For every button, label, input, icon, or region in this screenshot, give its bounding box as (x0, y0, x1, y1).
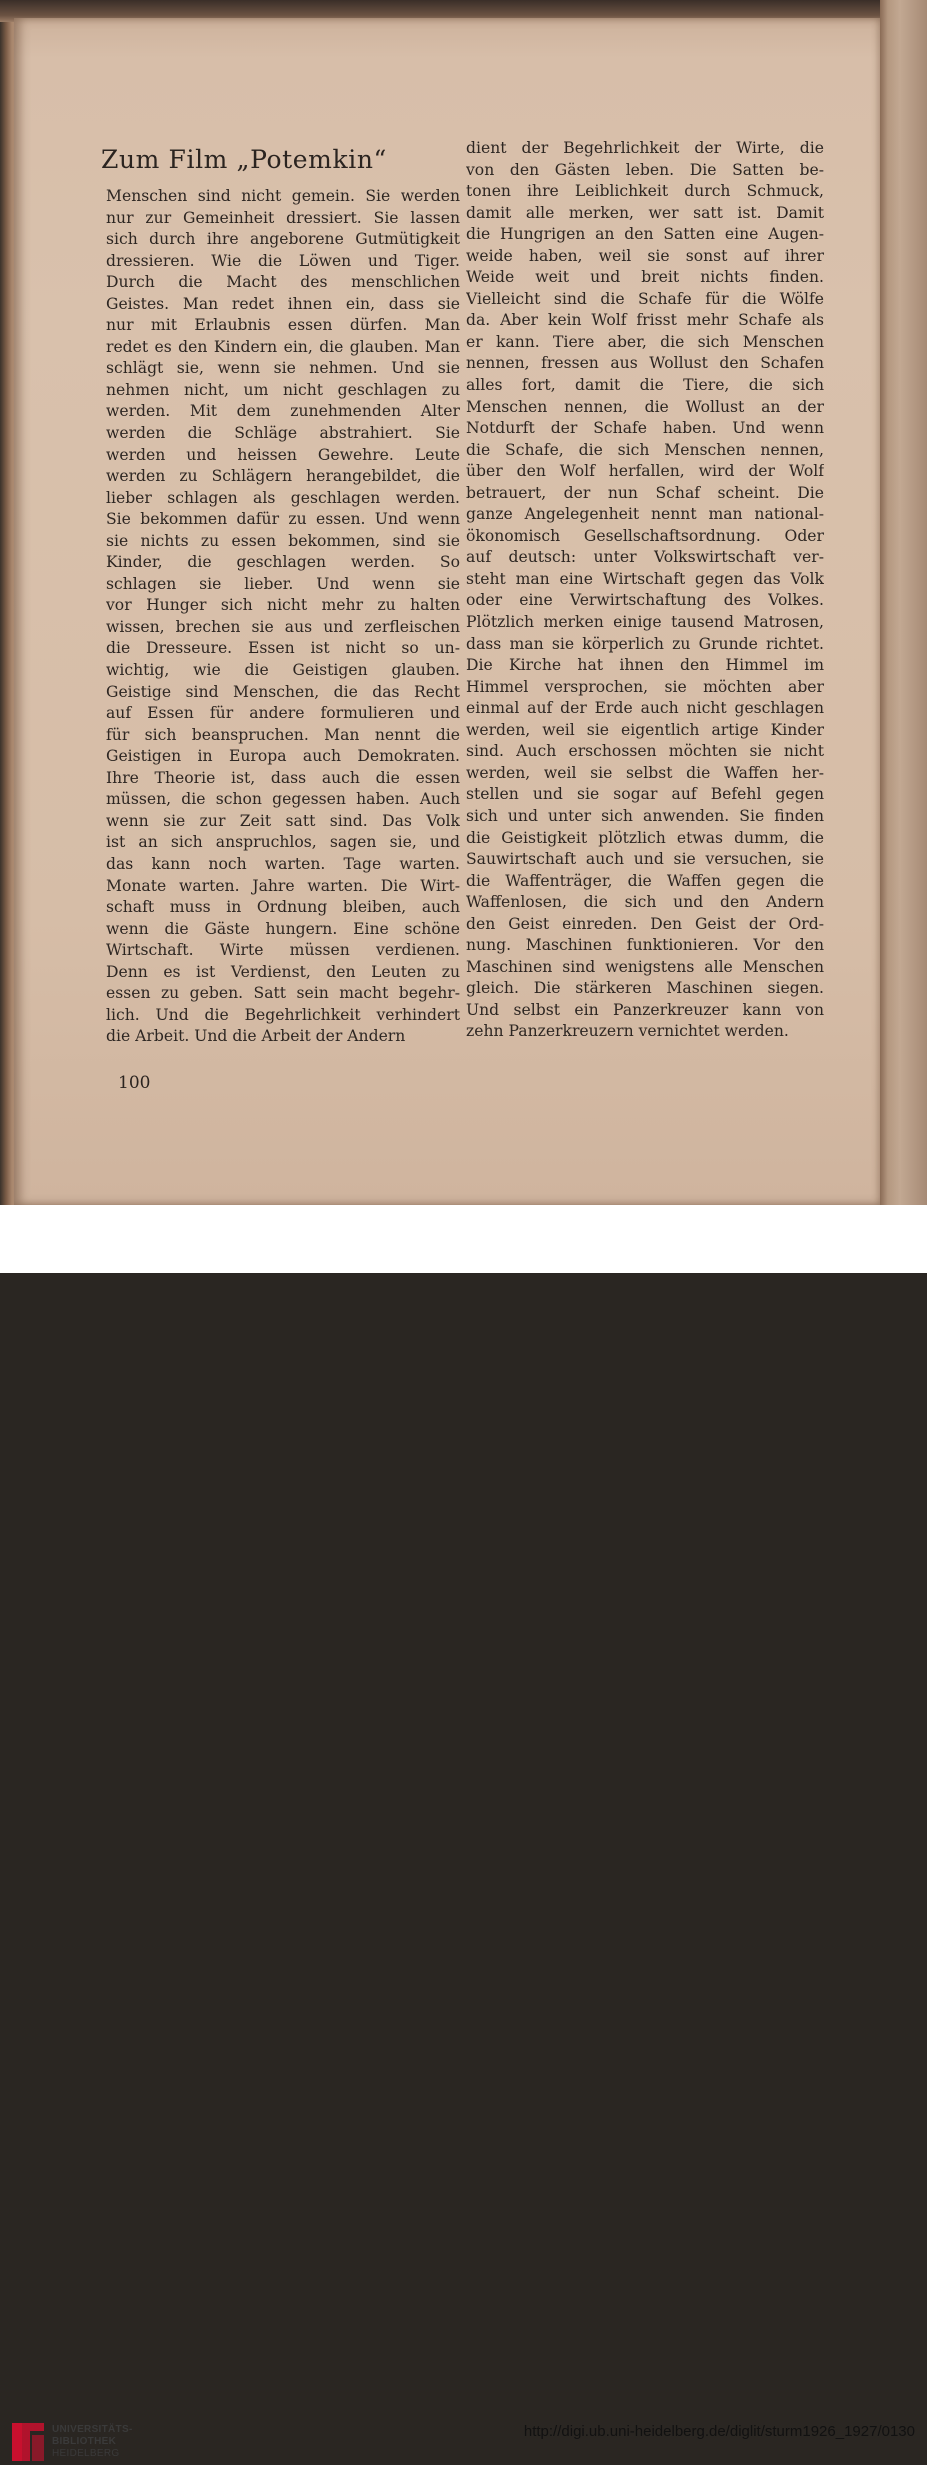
text-line: werden und heissen Gewehre. Leute (106, 445, 460, 464)
text-line: vor Hunger sich nicht mehr zu halten (106, 596, 460, 615)
text-line: auf Essen für andere formulieren und (106, 704, 460, 723)
text-line: die Hungrigen an den Satten eine Augen- (466, 225, 824, 244)
text-line: von den Gästen leben. Die Satten be- (466, 160, 824, 179)
page-number: 100 (118, 1073, 151, 1093)
text-line: ökonomisch Gesellschaftsordnung. Oder (466, 526, 824, 545)
text-line: Die Kirche hat ihnen den Himmel im (466, 656, 824, 675)
text-line: über den Wolf herfallen, wird der Wolf (466, 462, 824, 481)
text-line: werden, weil sie selbst die Waffen her- (466, 763, 824, 782)
library-name-line2: BIBLIOTHEK (52, 2436, 117, 2447)
text-line: den Geist einreden. Den Geist der Ord- (466, 914, 824, 933)
text-line: schlagen sie lieber. Und wenn sie (106, 574, 460, 593)
text-line: das kann noch warten. Tage warten. (106, 854, 460, 873)
text-line: ist an sich anspruchlos, sagen sie, und (106, 833, 460, 852)
text-line: gleich. Die stärkeren Maschinen siegen. (466, 979, 824, 998)
text-line: Notdurft der Schafe haben. Und wenn (466, 419, 824, 438)
text-line: nennen, fressen aus Wollust den Schafen (466, 354, 824, 373)
text-line: für sich beanspruchen. Man nennt die (106, 725, 460, 744)
text-line: Waffenlosen, die sich und den Andern (466, 893, 824, 912)
text-line: die Schafe, die sich Menschen nennen, (466, 440, 824, 459)
scanned-page (0, 0, 927, 1205)
text-line: Plötzlich merken einige tausend Matrosen, (466, 613, 824, 632)
text-line: Geistes. Man redet ihnen ein, dass sie (106, 294, 460, 313)
library-logo-icon[interactable] (10, 2419, 46, 2465)
text-line: wenn die Gäste hungern. Eine schöne (106, 919, 460, 938)
source-url[interactable]: http://digi.ub.uni-heidelberg.de/diglit/sturm1926_1927/0130 (523, 2423, 915, 2440)
text-line: Maschinen sind wenigstens alle Menschen (466, 957, 824, 976)
text-line: dient der Begehrlichkeit der Wirte, die (466, 139, 824, 157)
text-line: da. Aber kein Wolf frisst mehr Schafe als (466, 311, 824, 330)
text-line: nur zur Gemeinheit dressiert. Sie lassen (106, 208, 460, 227)
text-line: redet es den Kindern ein, die glauben. Man (106, 337, 460, 356)
footer-bar (0, 1205, 927, 2459)
text-line: zehn Panzerkreuzern vernichtet werden. (466, 1022, 789, 1041)
text-line: nung. Maschinen funktionieren. Vor den (466, 936, 824, 955)
text-line: Denn es ist Verdienst, den Leuten zu (106, 962, 460, 981)
library-name-line3: HEIDELBERG (52, 2448, 120, 2459)
text-line: dressieren. Wie die Löwen und Tiger. (106, 251, 460, 270)
article-title: Zum Film „Potemkin“ (101, 145, 387, 174)
text-line: die Waffenträger, die Waffen gegen die (466, 871, 824, 890)
text-line: die Dresseure. Essen ist nicht so un- (106, 639, 460, 658)
text-line: Monate warten. Jahre warten. Die Wirt- (106, 876, 460, 895)
text-line: sind. Auch erschossen möchten sie nicht (466, 742, 824, 761)
library-name-line1: UNIVERSITÄTS- (52, 2424, 133, 2435)
text-line: schlägt sie, wenn sie nehmen. Und sie (106, 359, 460, 378)
library-name (52, 2424, 133, 2460)
text-line: werden die Schläge abstrahiert. Sie (106, 424, 460, 443)
text-line: tonen ihre Leiblichkeit durch Schmuck, (466, 182, 824, 201)
text-line: die Arbeit. Und die Arbeit der Andern (106, 1027, 406, 1046)
text-line: einmal auf der Erde auch nicht geschlagen (466, 699, 824, 718)
text-line: werden zu Schlägern herangebildet, die (106, 467, 460, 486)
text-line: steht man eine Wirtschaft gegen das Volk (466, 569, 824, 588)
text-line: schaft muss in Ordnung bleiben, auch (106, 898, 460, 917)
right-text-column (466, 138, 824, 1043)
text-line: Durch die Macht des menschlichen (106, 273, 460, 292)
text-line: wichtig, wie die Geistigen glauben. (106, 661, 460, 680)
text-line: sich und unter sich anwenden. Sie finden (466, 806, 824, 825)
text-line: lich. Und die Begehrlichkeit verhindert (106, 1005, 460, 1024)
text-line: Sie bekommen dafür zu essen. Und wenn (106, 510, 460, 529)
text-line: Und selbst ein Panzerkreuzer kann von (466, 1000, 824, 1019)
text-line: Himmel versprochen, sie möchten aber (466, 677, 824, 696)
text-line: Wirtschaft. Wirte müssen verdienen. (106, 941, 460, 960)
text-line: werden. Mit dem zunehmenden Alter (106, 402, 460, 421)
text-line: nehmen nicht, um nicht geschlagen zu (106, 380, 460, 399)
text-line: essen zu geben. Satt sein macht begehr- (106, 984, 460, 1003)
text-line: Geistigen in Europa auch Demokraten. (106, 747, 460, 766)
text-line: Geistige sind Menschen, die das Recht (106, 682, 460, 701)
text-line: sich durch ihre angeborene Gutmütigkeit (106, 230, 460, 249)
text-line: müssen, die schon gegessen haben. Auch (106, 790, 460, 809)
text-line: werden, weil sie eigentlich artige Kinder (466, 720, 824, 739)
text-line: betrauert, der nun Schaf scheint. Die (466, 483, 824, 502)
text-line: er kann. Tiere aber, die sich Menschen (466, 332, 824, 351)
page-edge (880, 0, 927, 1205)
text-line: Menschen sind nicht gemein. Sie werden (106, 187, 460, 205)
text-line: auf deutsch: unter Volkswirtschaft ver- (466, 548, 824, 567)
text-line: stellen und sie sogar auf Befehl gegen (466, 785, 824, 804)
text-line: Sauwirtschaft auch und sie versuchen, sie (466, 850, 824, 869)
text-line: dass man sie körperlich zu Grunde richtet. (466, 634, 824, 653)
text-line: lieber schlagen als geschlagen werden. (106, 488, 460, 507)
text-line: ganze Angelegenheit nennt man national- (466, 505, 824, 524)
text-line: Vielleicht sind die Schafe für die Wölfe (466, 289, 824, 308)
text-line: Weide weit und breit nichts finden. (466, 268, 824, 287)
text-line: Menschen nennen, die Wollust an der (466, 397, 824, 416)
text-line: oder eine Verwirtschaftung des Volkes. (466, 591, 824, 610)
text-line: weide haben, weil sie sonst auf ihrer (466, 246, 824, 265)
left-text-column (106, 186, 460, 1048)
text-line: alles fort, damit die Tiere, die sich (466, 376, 824, 395)
text-line: wissen, brechen sie aus und zerfleischen (106, 617, 460, 636)
text-line: Kinder, die geschlagen werden. So (106, 553, 460, 572)
text-line: wenn sie zur Zeit satt sind. Das Volk (106, 811, 460, 830)
text-line: sie nichts zu essen bekommen, sind sie (106, 531, 460, 550)
text-line: Ihre Theorie ist, dass auch die essen (106, 768, 460, 787)
text-line: die Geistigkeit plötzlich etwas dumm, die (466, 828, 824, 847)
text-line: nur mit Erlaubnis essen dürfen. Man (106, 316, 460, 335)
text-line: damit alle merken, wer satt ist. Damit (466, 203, 824, 222)
